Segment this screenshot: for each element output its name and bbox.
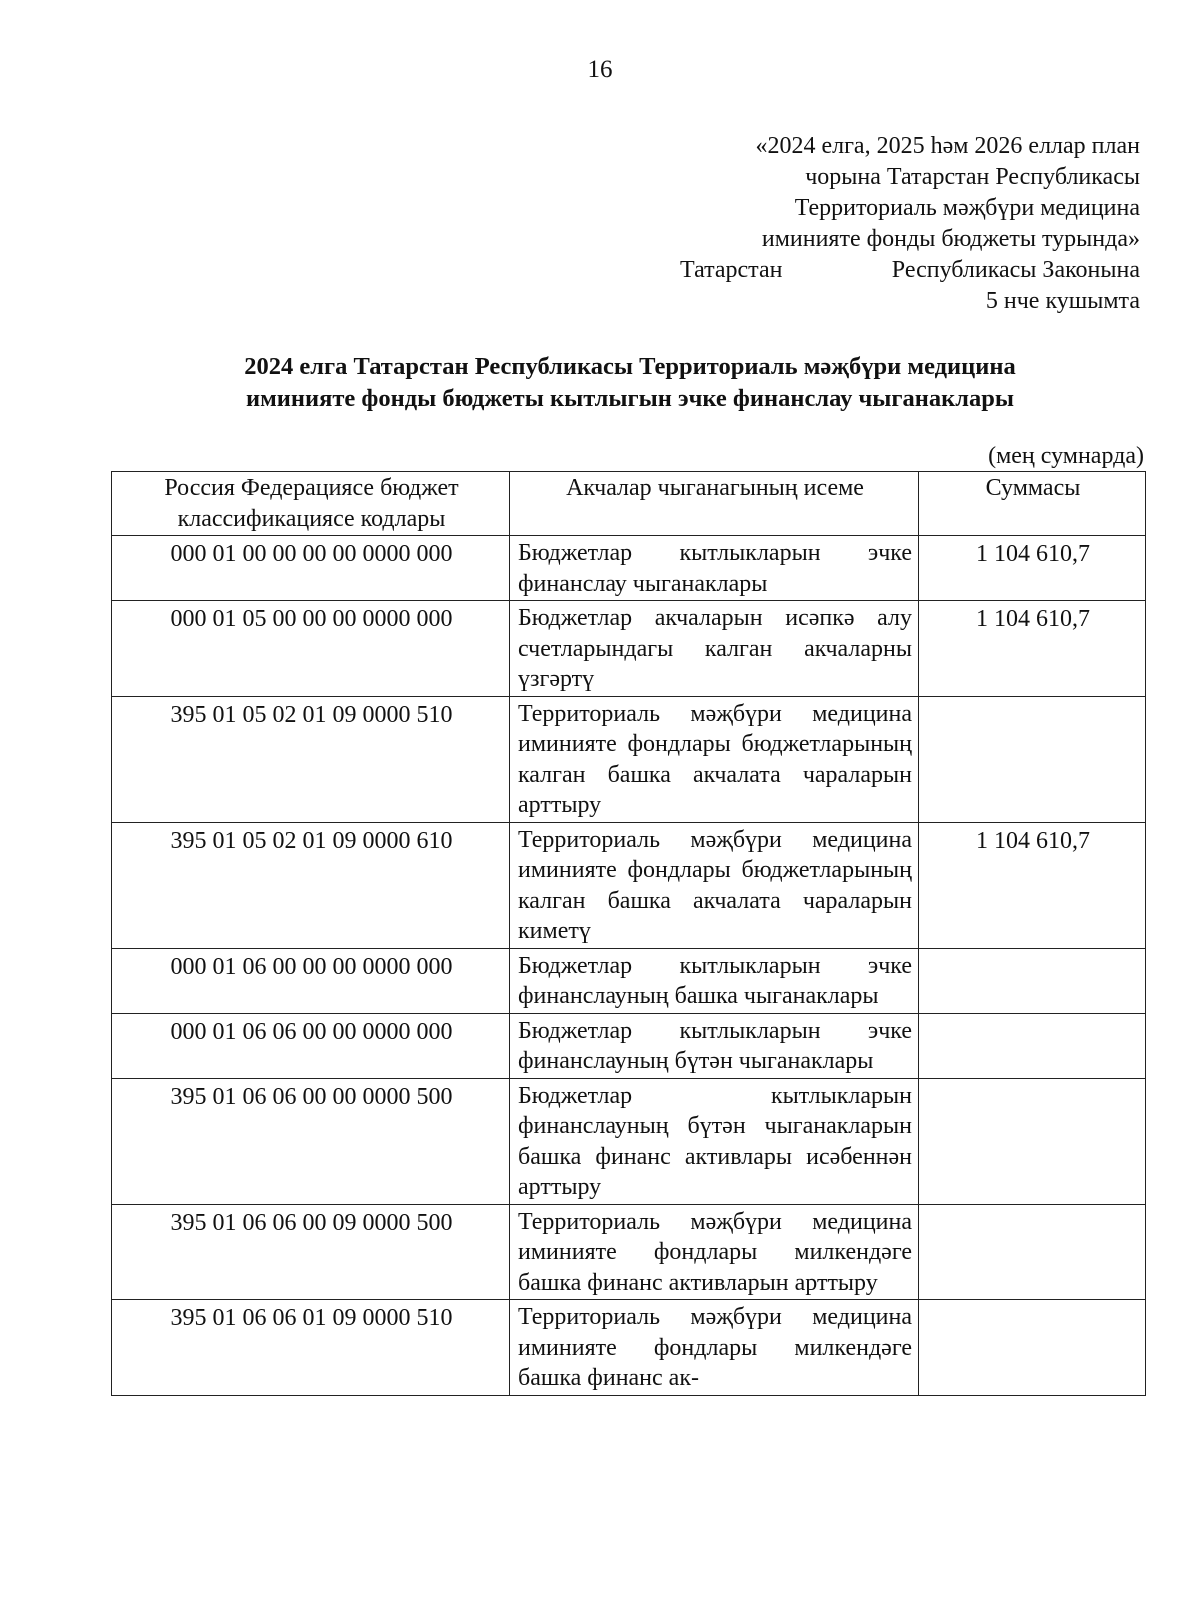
row-name: Территориаль мәҗбүри медицина иминияте фондлары бюджетларының калган башка акчалата чараларын арттыру	[510, 696, 919, 822]
row-name: Территориаль мәҗбүри медицина иминияте фондлары милкендәге башка финанс ак-	[510, 1300, 919, 1396]
appendix-note	[680, 131, 1140, 317]
row-amount	[919, 1078, 1146, 1204]
table-row	[112, 536, 1146, 601]
row-code: 000 01 06 06 00 00 0000 000	[112, 1013, 510, 1078]
financing-sources-table	[111, 471, 1146, 1396]
row-name: Территориаль мәҗбүри медицина иминияте фондлары бюджетларының калган башка акчалата чараларын киметү	[510, 822, 919, 948]
row-code: 395 01 05 02 01 09 0000 610	[112, 822, 510, 948]
row-name: Территориаль мәҗбүри медицина иминияте фондлары милкендәге башка финанс активларын арттыру	[510, 1204, 919, 1300]
document-title-line: иминияте фонды бюджеты кытлыгын эчке финанслау чыганаклары	[245, 385, 1015, 412]
row-name: Бюджетлар кытлыкларын эчке финанслау чыганаклары	[510, 536, 919, 601]
table-row	[112, 696, 1146, 822]
header-code: Россия Федерациясе бюджет классификациясе кодлары	[112, 472, 510, 536]
appendix-note-line: Территориаль мәҗбүри медицина	[794, 195, 1140, 221]
row-code: 395 01 06 06 01 09 0000 510	[112, 1300, 510, 1396]
header-name: Акчалар чыганагының исеме	[510, 472, 919, 536]
appendix-note-law-right: Республикасы Законына	[891, 257, 1140, 283]
table-row	[112, 822, 1146, 948]
table-row	[112, 1204, 1146, 1300]
appendix-note-law-left: Татарстан	[680, 257, 783, 283]
table-row	[112, 948, 1146, 1013]
row-amount	[919, 1204, 1146, 1300]
row-amount	[919, 696, 1146, 822]
document-title-line: 2024 елга Татарстан Республикасы Территориаль мәҗбүри медицина	[244, 353, 1016, 380]
table-row	[112, 601, 1146, 697]
appendix-note-line: чорына Татарстан Республикасы	[805, 164, 1140, 190]
row-amount: 1 104 610,7	[919, 536, 1146, 601]
table-row	[112, 1013, 1146, 1078]
row-name: Бюджетлар кытлыкларын эчке финанслауның башка чыганаклары	[510, 948, 919, 1013]
row-code: 000 01 05 00 00 00 0000 000	[112, 601, 510, 697]
appendix-note-line: иминияте фонды бюджеты турында»	[761, 226, 1140, 252]
document-title	[150, 351, 1110, 415]
row-code: 000 01 00 00 00 00 0000 000	[112, 536, 510, 601]
page-number: 16	[587, 56, 613, 83]
units-note: (мең сумнарда)	[988, 443, 1144, 469]
table-row	[112, 1078, 1146, 1204]
row-code: 395 01 05 02 01 09 0000 510	[112, 696, 510, 822]
row-amount: 1 104 610,7	[919, 822, 1146, 948]
row-amount	[919, 948, 1146, 1013]
row-amount	[919, 1013, 1146, 1078]
appendix-note-line: «2024 елга, 2025 һәм 2026 еллар план	[755, 133, 1140, 159]
row-name: Бюджетлар кытлыкларын финанслауның бүтән чыганакларын башка финанс активлары исәбеннән арттыру	[510, 1078, 919, 1204]
row-amount	[919, 1300, 1146, 1396]
row-amount: 1 104 610,7	[919, 601, 1146, 697]
row-name: Бюджетлар кытлыкларын эчке финанслауның бүтән чыганаклары	[510, 1013, 919, 1078]
header-amount: Суммасы	[919, 472, 1146, 536]
row-name: Бюджетлар акчаларын исәпкә алу счетларындагы калган акчаларны үзгәртү	[510, 601, 919, 697]
row-code: 395 01 06 06 00 00 0000 500	[112, 1078, 510, 1204]
row-code: 000 01 06 00 00 00 0000 000	[112, 948, 510, 1013]
appendix-label: 5 нче кушымта	[985, 288, 1140, 314]
table-row	[112, 1300, 1146, 1396]
table-header-row	[112, 472, 1146, 536]
row-code: 395 01 06 06 00 09 0000 500	[112, 1204, 510, 1300]
appendix-note-law-line	[680, 255, 1140, 286]
